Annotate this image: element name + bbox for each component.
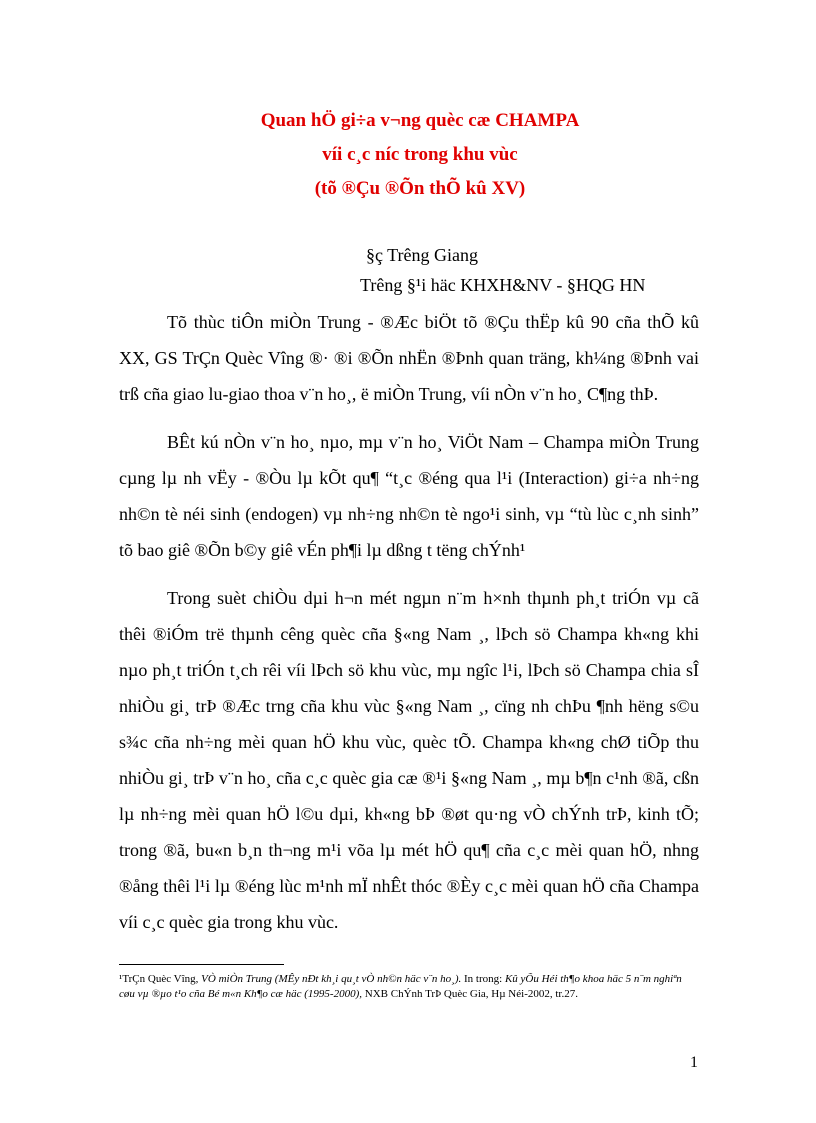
footnote-in-label: In trong:: [464, 973, 503, 985]
footnote-author: TrÇn Quèc Vîng,: [122, 973, 199, 985]
footnote-publisher: NXB ChÝnh TrÞ Quèc Gia, Hµ Néi-2002, tr.27.: [364, 988, 578, 1000]
footnote-collection: Kû yÕu Héi th¶o khoa häc 5 n¨m nghiªn cøu vµ ®µo t¹o cña Bé m«n Kh¶o cæ häc (1995-2000),: [119, 973, 682, 1000]
body-text: [119, 304, 699, 940]
document-title: [120, 104, 720, 206]
title-line-2: víi c¸c níc trong khu vùc: [322, 144, 518, 165]
footnote: [119, 972, 699, 1002]
footnote-work: VÒ miÒn Trung (MÊy nÐt kh¸i qu¸t vÒ nh©n häc v¨n ho¸).: [201, 973, 462, 985]
page-number: 1: [690, 1054, 698, 1071]
author-block: [360, 240, 645, 300]
footnote-separator: [119, 964, 284, 965]
title-line-1: Quan hÖ gi÷a v¬ng quèc cæ CHAMPA: [260, 110, 580, 131]
paragraph-1: Tõ thùc tiÔn miÒn Trung - ®Æc biÖt tõ ®Çu thËp kû 90 cña thÕ kû XX, GS TrÇn Quèc Vîng ®· ®i ®Õn nhËn ®Þnh quan träng, kh¼ng ®Þnh vai trß cña giao lu-giao thoa v¨n ho¸, ë miÒn Trung, víi nÒn v¨n ho¸ C¶ng thÞ.: [119, 312, 699, 404]
title-line-3: (tõ ®Çu ®Õn thÕ kû XV): [314, 178, 526, 199]
author-affiliation: Trêng §¹i häc KHXH&NV - §HQG HN: [360, 275, 646, 295]
footnote-marker: ¹: [119, 973, 123, 985]
paragraph-3: Trong suèt chiÒu dµi h¬n mét ngµn n¨m h×nh thµnh ph¸t triÓn vµ cã thêi ®iÓm trë thµnh cêng quèc cña §«ng Nam ¸, lÞch sö Champa kh«ng khi nµo ph¸t triÓn t¸ch rêi víi lÞch sö khu vùc, mµ ngîc l¹i, lÞch sö Champa chia sÎ nhiÒu gi¸ trÞ ®Æc trng cña khu vùc §«ng Nam ¸, cïng nh chÞu ¶nh hëng s©u s¾c cña nh÷ng mèi quan hÖ khu vùc, quèc tÕ. Champa kh«ng chØ tiÕp thu nhiÒu gi¸ trÞ v¨n ho¸ cña c¸c quèc gia cæ ®¹i §«ng Nam ¸, mµ b¶n c¹nh ®ã, cßn lµ nh÷ng mèi quan hÖ l©u dµi, kh«ng bÞ ®øt qu·ng vÒ chÝnh trÞ, kinh tÕ; trong ®ã, bu«n b¸n th¬ng m¹i võa lµ mét hÖ qu¶ cña c¸c mèi quan hÖ, nhng ®ång thêi l¹i lµ ®éng lùc m¹nh mÏ nhÊt thóc ®Èy c¸c mèi quan hÖ cña Champa víi c¸c quèc gia trong khu vùc.: [119, 588, 699, 932]
paragraph-2: BÊt kú nÒn v¨n ho¸ nµo, mµ v¨n ho¸ ViÖt Nam – Champa miÒn Trung cµng lµ nh vËy - ®Òu lµ kÕt qu¶ “t¸c ®éng qua l¹i (Interaction) gi÷a nh÷ng nh©n tè néi sinh (endogen) vµ nh÷ng nh©n tè ngo¹i sinh, vµ “tù lùc c¸nh sinh” tõ bao giê ®Õn b©y giê vÉn ph¶i lµ dßng t tëng chÝnh¹: [119, 432, 699, 560]
author-name: §ç Trêng Giang: [366, 245, 478, 265]
